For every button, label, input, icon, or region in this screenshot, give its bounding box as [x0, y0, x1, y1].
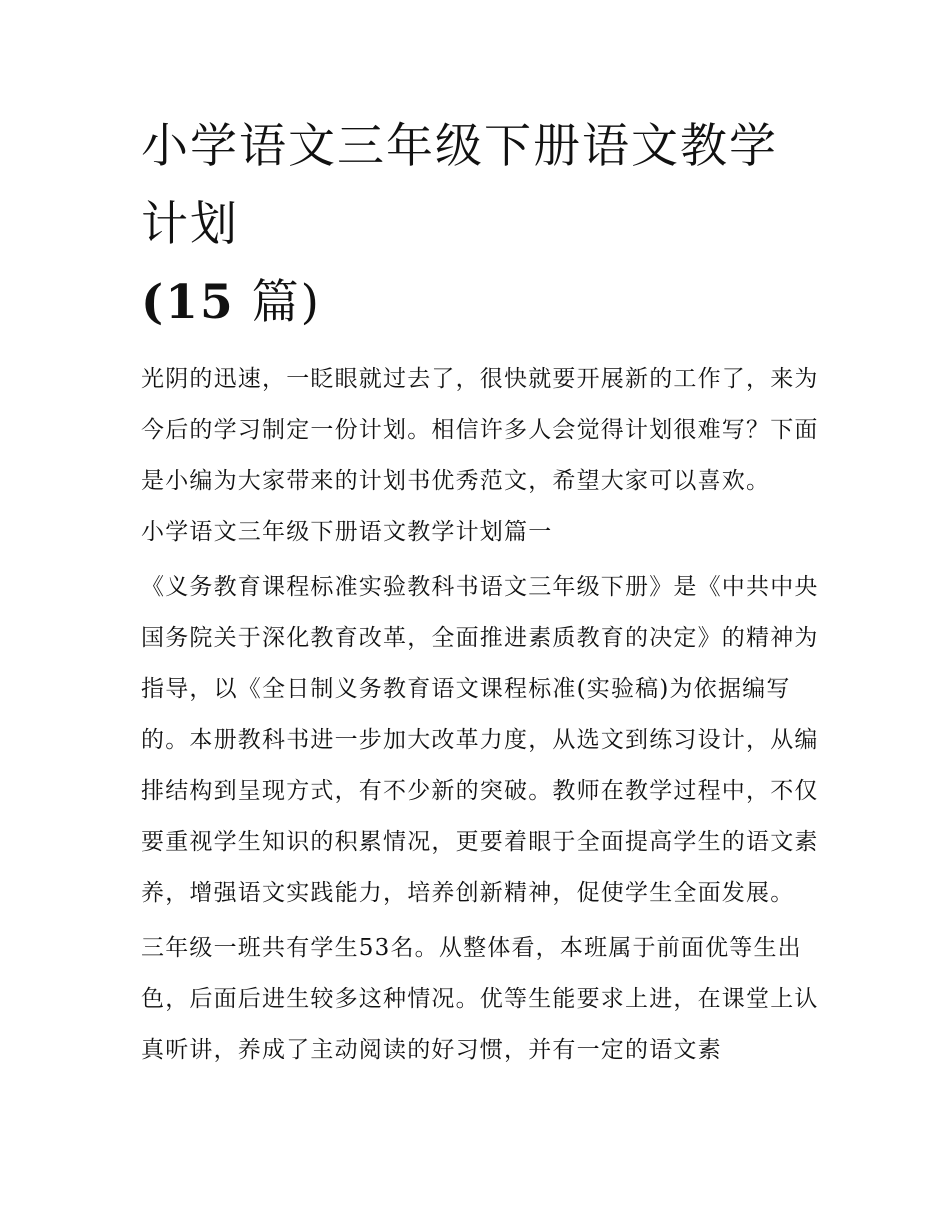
- intro-paragraph: 光阴的迅速，一眨眼就过去了，很快就要开展新的工作了，来为今后的学习制定一份计划。相信许多人会觉得计划很难写？下面是小编为大家带来的计划书优秀范文，希望大家可以喜欢。: [141, 366, 819, 494]
- body-paragraph-1: 《义务教育课程标准实验教科书语文三年级下册》是《中共中央国务院关于深化教育改革，全面推进素质教育的决定》的精神为指导，以《全日制义务教育语文课程标准(实验稿)为依据编写的。本册教科书进一步加大改革力度，从选文到练习设计，从编排结构到呈现方式，有不少新的突破。教师在教学过程中，不仅要重视学生知识的积累情况，更要着眼于全面提高学生的语文素养，增强语文实践能力，培养创新精神，促使学生全面发展。: [141, 574, 819, 906]
- document-page: [141, 108, 821, 1076]
- document-title: [141, 108, 821, 342]
- title-main: 小学语文三年级下册语文教学计划: [141, 119, 778, 252]
- title-tail: 篇): [251, 275, 321, 330]
- body-paragraph-2: 三年级一班共有学生53名。从整体看，本班属于前面优等生出色，后面后进生较多这种情况。优等生能要求上进，在课堂上认真听讲，养成了主动阅读的好习惯，并有一定的语文素: [141, 935, 819, 1063]
- section-heading: 小学语文三年级下册语文教学计划篇一: [141, 519, 553, 545]
- title-count: (15: [141, 275, 235, 330]
